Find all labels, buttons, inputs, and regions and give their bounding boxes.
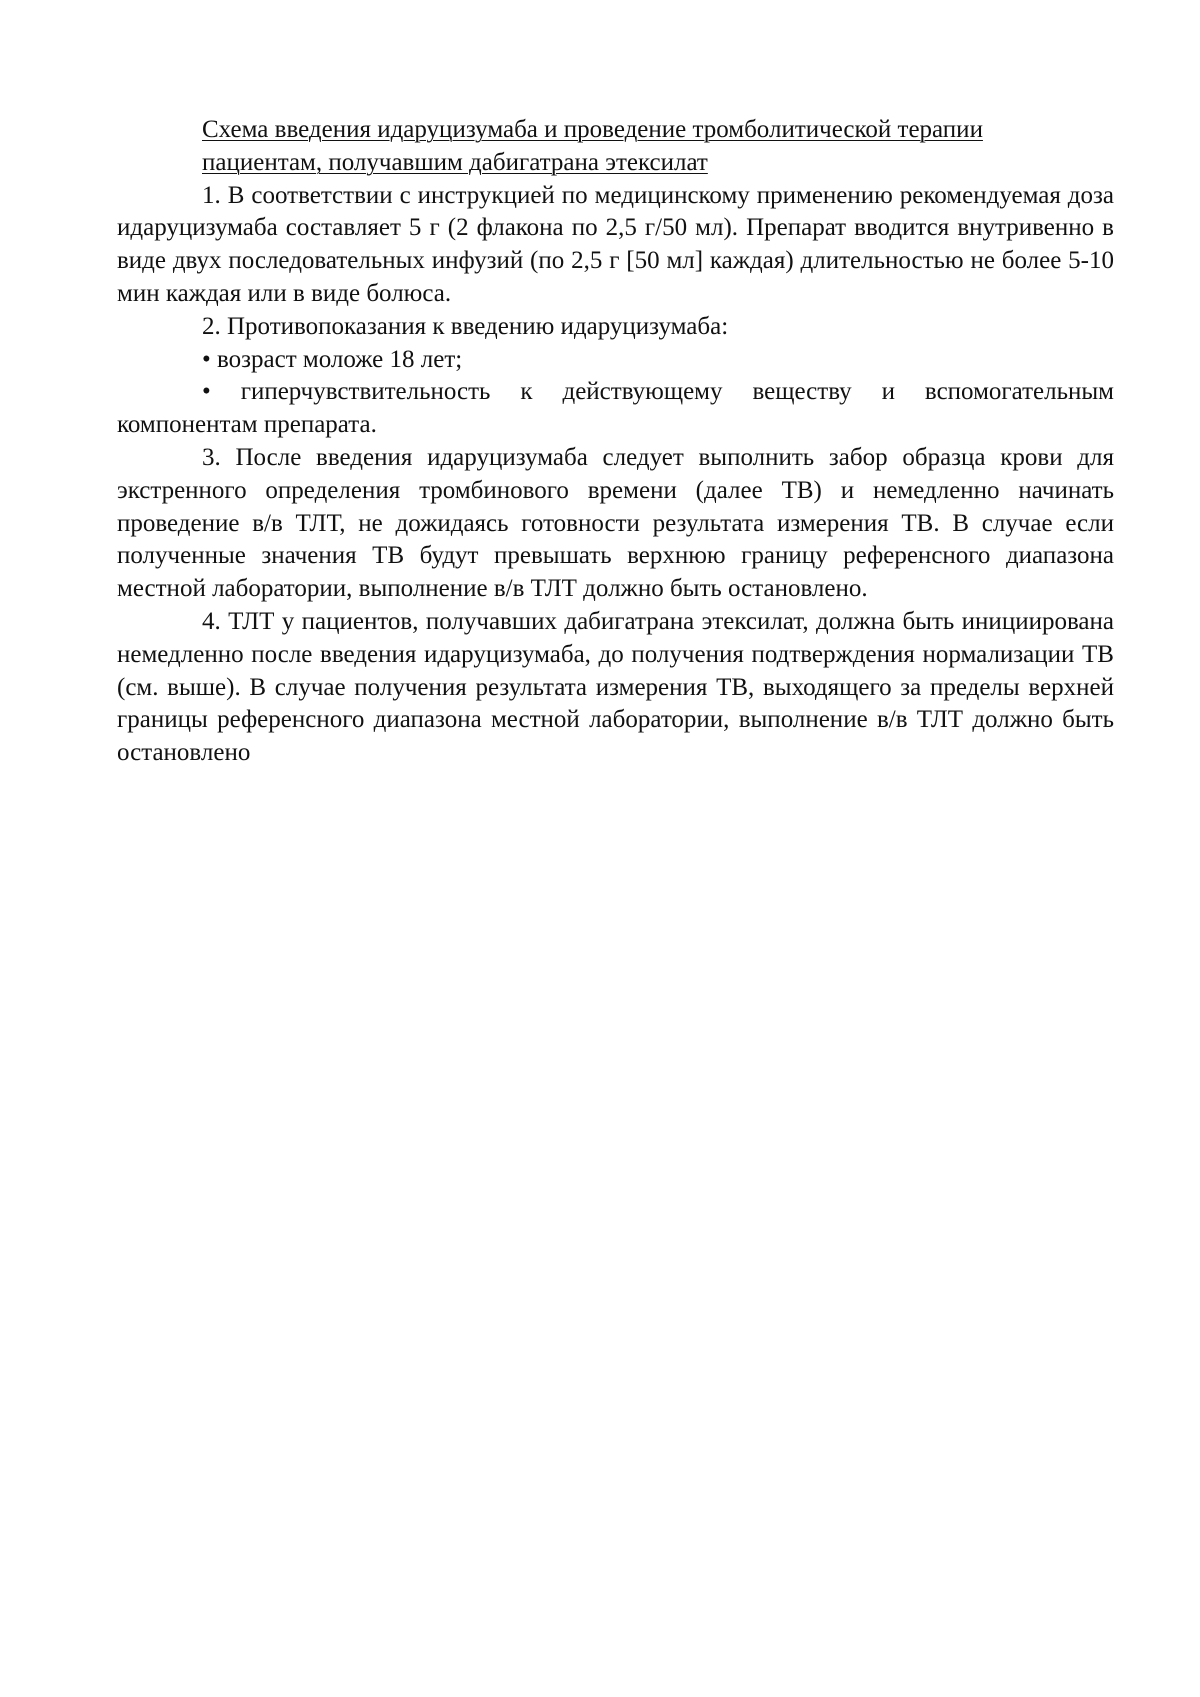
bullet-hypersensitivity: • гиперчувствительность к действующему веществу и вспомогательным компонентам препарата. <box>117 378 1114 439</box>
bullet-age: • возраст моложе 18 лет; <box>202 345 463 373</box>
title-line-2: пациентам, получавшим дабигатрана этексилат <box>202 148 708 176</box>
paragraph-1-dose: 1. В соответствии с инструкцией по медицинскому применению рекомендуемая доза идаруцизумаба составляет 5 г (2 флакона по 2,5 г/50 мл). Препарат вводится внутривенно в виде двух последовательных инфузий (по 2,5 г [50 мл] каждая) длительностью не более 5-10 мин каждая или в виде болюса. <box>117 181 1114 307</box>
paragraph-2-contraindications: 2. Противопоказания к введению идаруцизумаба: <box>202 312 729 340</box>
document-title <box>202 114 1114 180</box>
paragraph-3-blood-sample: 3. После введения идаруцизумаба следует выполнить забор образца крови для экстренного определения тромбинового времени (далее ТВ) и немедленно начинать проведение в/в ТЛТ, не дожидаясь готовности результата измерения ТВ. В случае если полученные значения ТВ будут превышать верхнюю границу референсного диапазона местной лаборатории, выполнение в/в ТЛТ должно быть остановлено. <box>117 443 1114 603</box>
paragraph-4-tlt: 4. ТЛТ у пациентов, получавших дабигатрана этексилат, должна быть инициирована немедленно после введения идаруцизумаба, до получения подтверждения нормализации ТВ (см. выше). В случае получения результата измерения ТВ, выходящего за пределы верхней границы референсного диапазона местной лаборатории, выполнение в/в ТЛТ должно быть остановлено <box>117 607 1114 767</box>
title-line-1: Схема введения идаруцизумаба и проведение тромболитической терапии <box>202 116 983 143</box>
document-body <box>117 114 1114 770</box>
